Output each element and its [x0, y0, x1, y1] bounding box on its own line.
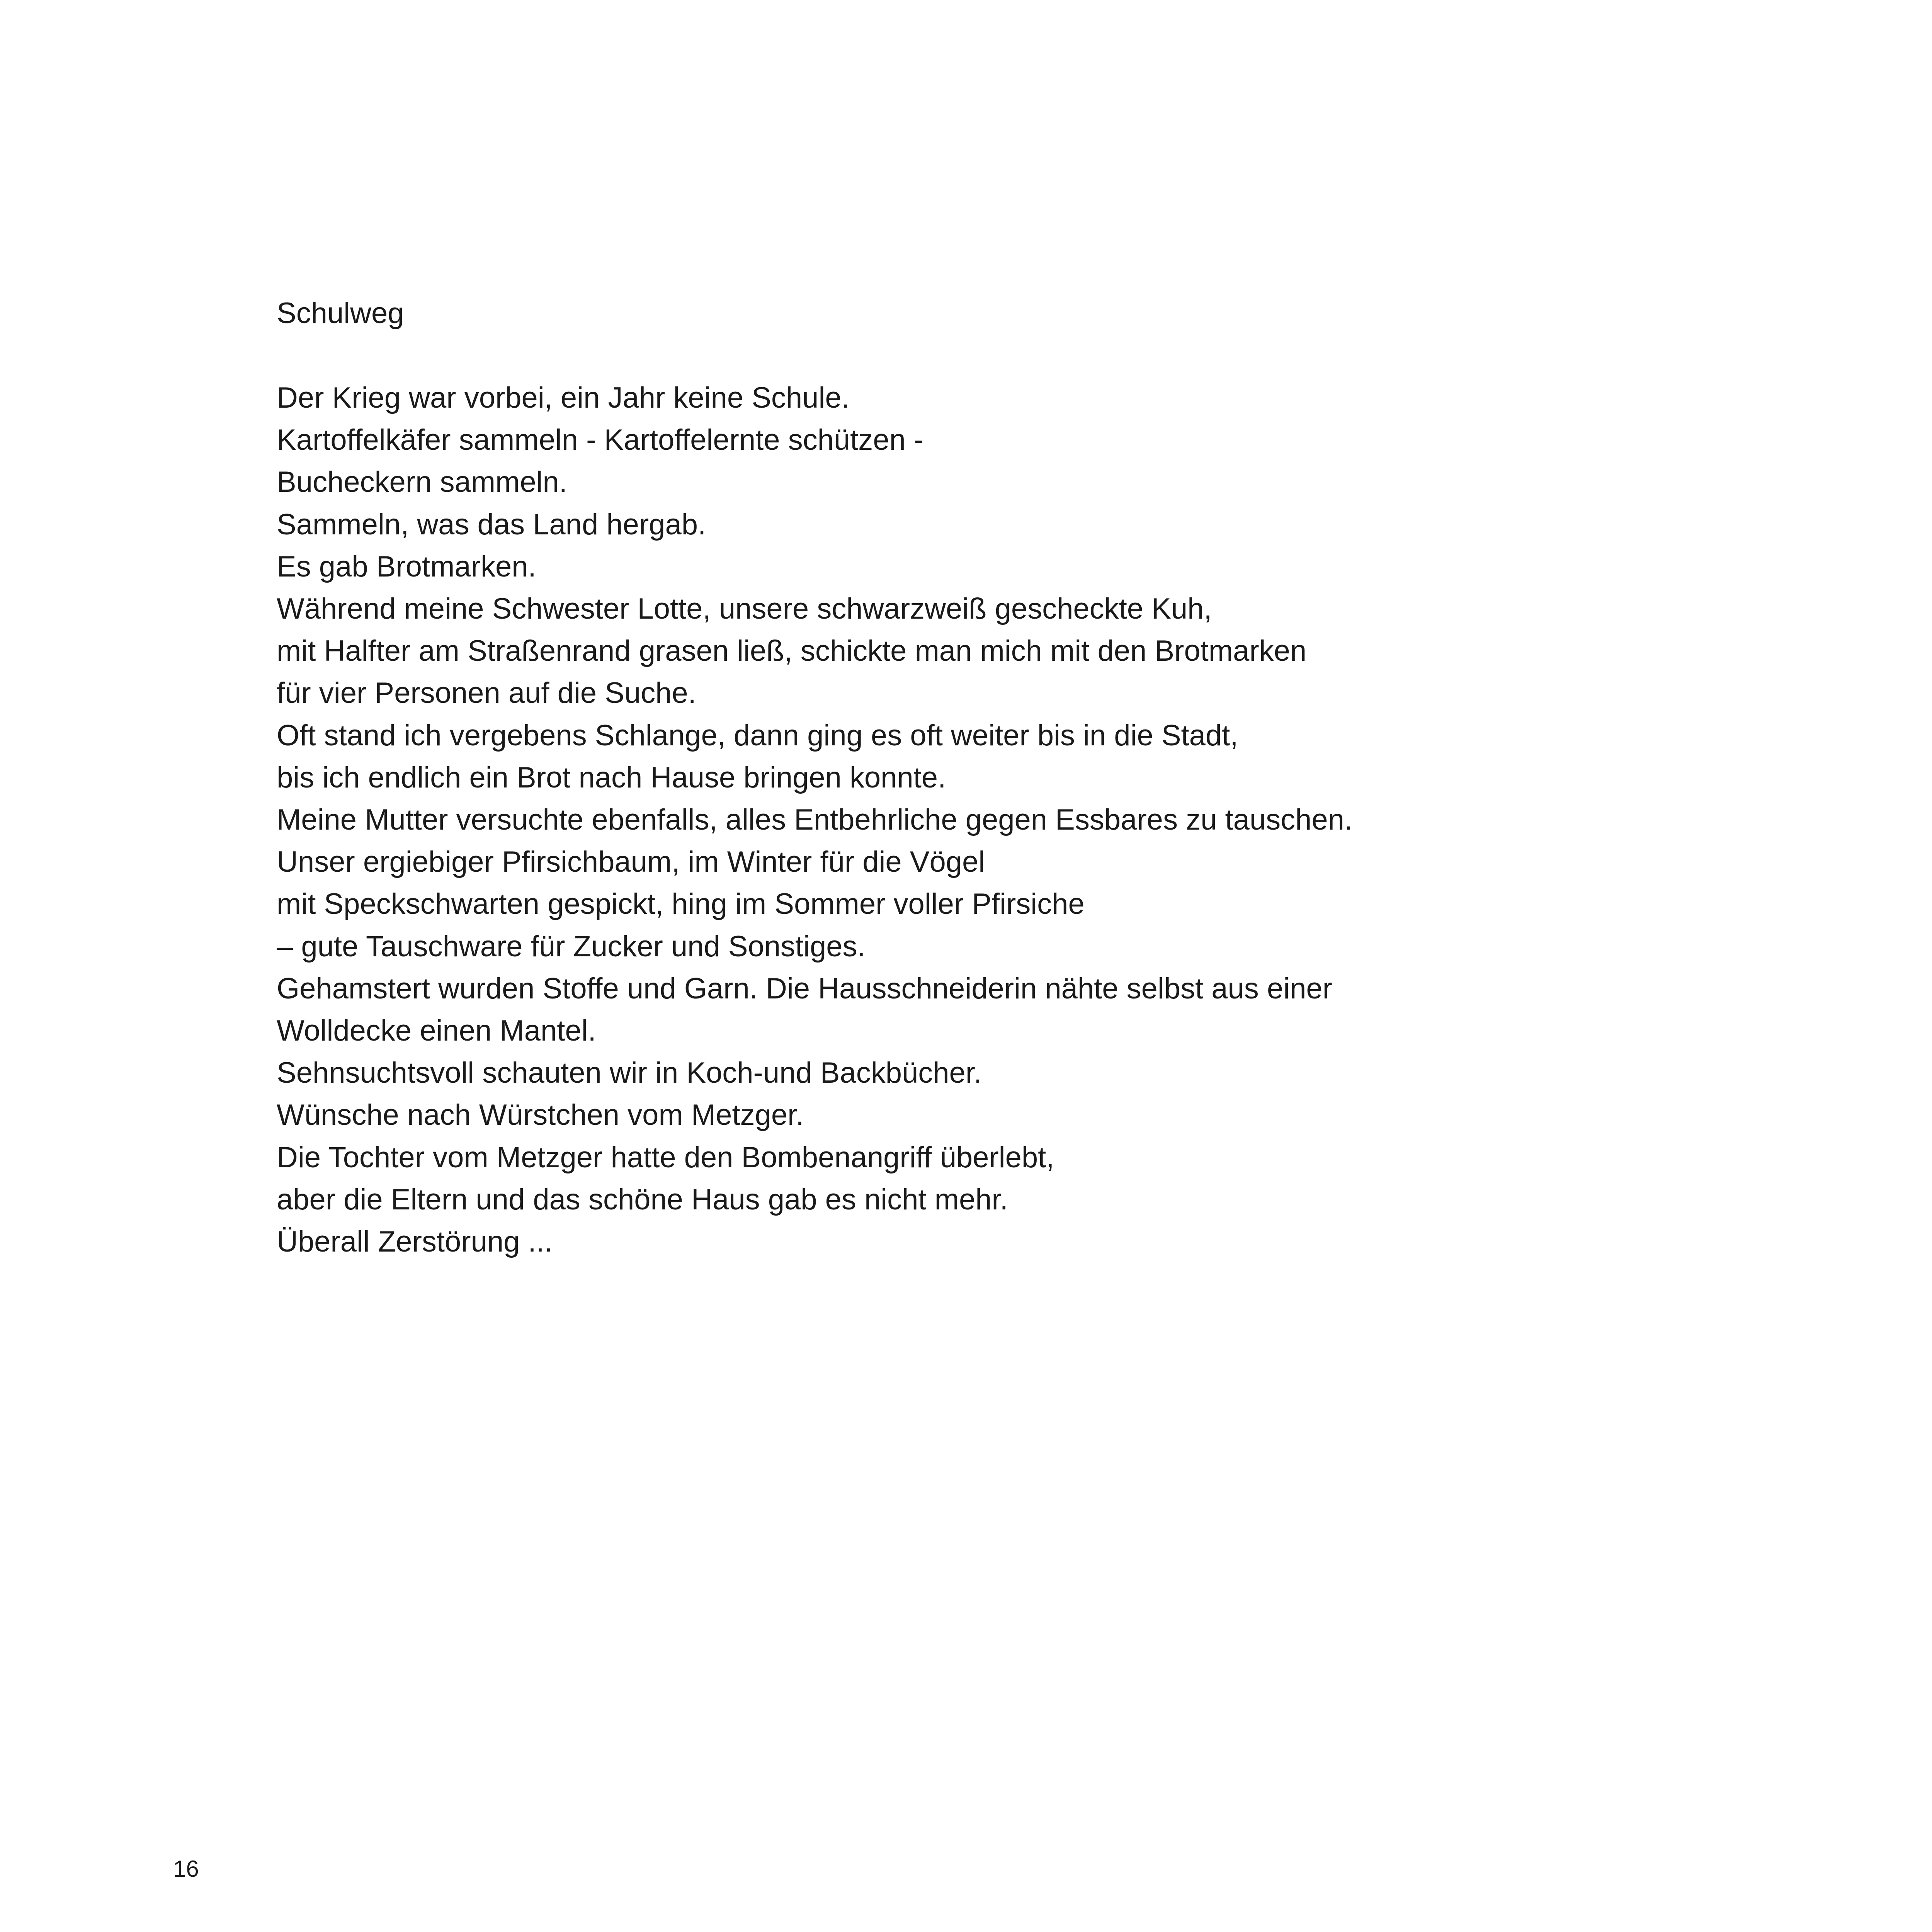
poem-line: Der Krieg war vorbei, ein Jahr keine Schule. [277, 381, 850, 414]
poem-line: Die Tochter vom Metzger hatte den Bombenangriff überlebt, [277, 1141, 1054, 1174]
title-spacer [277, 335, 1590, 377]
poem-line: – gute Tauschware für Zucker und Sonstiges. [277, 930, 866, 963]
poem-line: Bucheckern sammeln. [277, 466, 567, 499]
poem-line: mit Halfter am Straßenrand grasen ließ, schickte man mich mit den Brotmarken [277, 634, 1307, 668]
page-number: 16 [173, 1856, 199, 1882]
poem-line: Es gab Brotmarken. [277, 550, 536, 583]
poem-line: Gehamstert wurden Stoffe und Garn. Die Hausschneiderin nähte selbst aus einer [277, 972, 1332, 1005]
poem-line: für vier Personen auf die Suche. [277, 677, 696, 710]
poem-line: Während meine Schwester Lotte, unsere schwarzweiß gescheckte Kuh, [277, 592, 1212, 626]
poem-line: Überall Zerstörung ... [277, 1225, 553, 1259]
poem-line: Unser ergiebiger Pfirsichbaum, im Winter für die Vögel [277, 845, 985, 879]
poem-line: mit Speckschwarten gespickt, hing im Sommer voller Pfirsiche [277, 888, 1085, 921]
poem-line: Meine Mutter versuchte ebenfalls, alles Entbehrliche gegen Essbares zu tauschen. [277, 803, 1353, 837]
poem-line: Sehnsuchtsvoll schauten wir in Koch-und Backbücher. [277, 1056, 982, 1090]
poem-block [277, 292, 1590, 1263]
poem-line: Oft stand ich vergebens Schlange, dann ging es oft weiter bis in die Stadt, [277, 719, 1238, 752]
poem-lines [277, 377, 1590, 1263]
poem-line: Wünsche nach Würstchen vom Metzger. [277, 1099, 804, 1132]
poem-line: bis ich endlich ein Brot nach Hause bringen konnte. [277, 761, 946, 794]
poem-line: Kartoffelkäfer sammeln - Kartoffelernte schützen - [277, 423, 924, 457]
poem-line: aber die Eltern und das schöne Haus gab es nicht mehr. [277, 1183, 1008, 1216]
poem-line: Wolldecke einen Mantel. [277, 1014, 596, 1048]
poem-title: Schulweg [277, 297, 404, 330]
poem-line: Sammeln, was das Land hergab. [277, 508, 706, 541]
